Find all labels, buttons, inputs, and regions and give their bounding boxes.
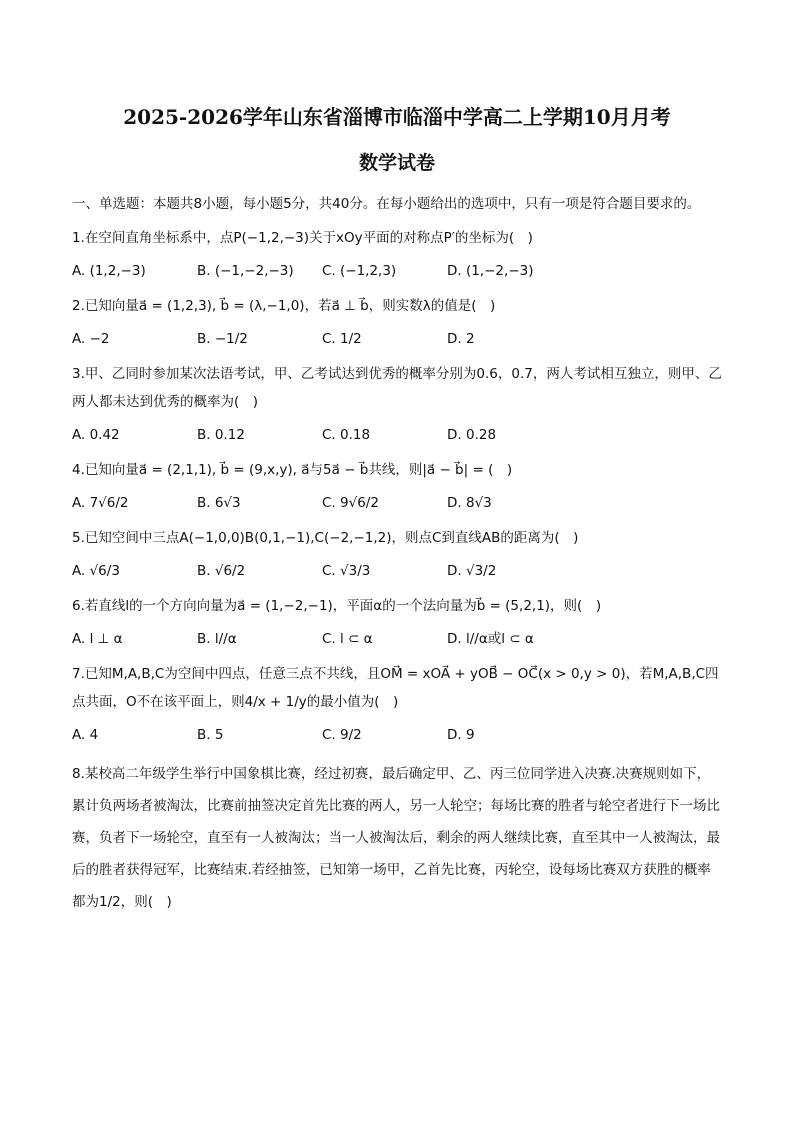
exam-page bbox=[72, 100, 722, 918]
option-d: D. (1,−2,−3) bbox=[447, 263, 534, 279]
option-c: C. 0.18 bbox=[322, 427, 371, 443]
option-d: D. 2 bbox=[447, 331, 475, 347]
question-8-stem: 8.某校高二年级学生举行中国象棋比赛，经过初赛，最后确定甲、乙、丙三位同学进入决赛.决赛规则如下，累计负两场者被淘汰，比赛前抽签决定首先比赛的两人，另一人轮空；每场比赛的胜者与轮空者进行下一场比赛，负者下一场轮空，直至有一人被淘汰；当一人被淘汰后，剩余的两人继续比赛，直至其中一人被淘汰，最后的胜者获得冠军，比赛结束.若经抽签，已知第一场甲，乙首先比赛，丙轮空，设每场比赛双方获胜的概率都为1/2，则( ) bbox=[72, 766, 720, 910]
option-a: A. l ⊥ α bbox=[72, 631, 123, 647]
option-b: B. √6/2 bbox=[197, 563, 246, 579]
option-c: C. 9√6/2 bbox=[322, 495, 379, 511]
option-a: A. −2 bbox=[72, 331, 110, 347]
option-a: A. 7√6/2 bbox=[72, 495, 129, 511]
question-5-stem: 5.已知空间中三点A(−1,0,0)B(0,1,−1),C(−2,−1,2)，则点C到直线AB的距离为( ) bbox=[72, 530, 579, 546]
question-3-options bbox=[72, 420, 722, 450]
question-4-options bbox=[72, 488, 722, 518]
question-1-stem: 1.在空间直角坐标系中，点P(−1,2,−3)关于xOy平面的对称点P′的坐标为( ) bbox=[72, 230, 533, 246]
option-a: A. 0.42 bbox=[72, 427, 120, 443]
question-4-stem: 4.已知向量a⃗ = (2,1,1), b⃗ = (9,x,y), a⃗与5a⃗ − b⃗共线，则|a⃗ − b⃗| = ( ) bbox=[72, 462, 513, 478]
question-7-options bbox=[72, 720, 722, 750]
question-7-stem: 7.已知M,A,B,C为空间中四点，任意三点不共线，且OM⃗ = xOA⃗ + yOB⃗ − OC⃗(x > 0,y > 0)，若M,A,B,C四点共面，O不在该平面上，则4/x + 1/y的最小值为( ) bbox=[72, 666, 719, 710]
option-a: A. (1,2,−3) bbox=[72, 263, 146, 279]
option-a: A. √6/3 bbox=[72, 563, 120, 579]
question-6-options bbox=[72, 624, 722, 654]
option-c: C. 9/2 bbox=[322, 727, 362, 743]
question-6-stem: 6.若直线l的一个方向向量为a⃗ = (1,−2,−1)，平面α的一个法向量为b⃗ = (5,2,1)，则( ) bbox=[72, 598, 602, 614]
option-c: C. √3/3 bbox=[322, 563, 371, 579]
option-b: B. −1/2 bbox=[197, 331, 248, 347]
exam-title: 2025-2026学年山东省淄博市临淄中学高二上学期10月月考 bbox=[123, 105, 671, 129]
option-b: B. 5 bbox=[197, 727, 224, 743]
question-5-options bbox=[72, 556, 722, 586]
option-d: D. 9 bbox=[447, 727, 475, 743]
option-d: D. l//α或l ⊂ α bbox=[447, 631, 534, 647]
option-c: C. l ⊂ α bbox=[322, 631, 373, 647]
option-b: B. 6√3 bbox=[197, 495, 241, 511]
option-d: D. √3/2 bbox=[447, 563, 497, 579]
option-d: D. 8√3 bbox=[447, 495, 492, 511]
option-c: C. (−1,2,3) bbox=[322, 263, 397, 279]
section-heading: 一、单选题：本题共8小题，每小题5分，共40分。在每小题给出的选项中，只有一项是符合题目要求的。 bbox=[72, 196, 701, 212]
question-2-options bbox=[72, 324, 722, 354]
question-2-stem: 2.已知向量a⃗ = (1,2,3), b⃗ = (λ,−1,0)，若a⃗ ⊥ b⃗，则实数λ的值是( ) bbox=[72, 298, 496, 314]
option-b: B. (−1,−2,−3) bbox=[197, 263, 294, 279]
option-b: B. l//α bbox=[197, 631, 237, 647]
option-d: D. 0.28 bbox=[447, 427, 497, 443]
exam-subtitle: 数学试卷 bbox=[358, 152, 435, 174]
option-c: C. 1/2 bbox=[322, 331, 362, 347]
question-1-options bbox=[72, 256, 722, 286]
question-3-stem: 3.甲、乙同时参加某次法语考试，甲、乙考试达到优秀的概率分别为0.6，0.7，两人考试相互独立，则甲、乙两人都未达到优秀的概率为( ) bbox=[72, 366, 722, 410]
option-a: A. 4 bbox=[72, 727, 99, 743]
option-b: B. 0.12 bbox=[197, 427, 245, 443]
